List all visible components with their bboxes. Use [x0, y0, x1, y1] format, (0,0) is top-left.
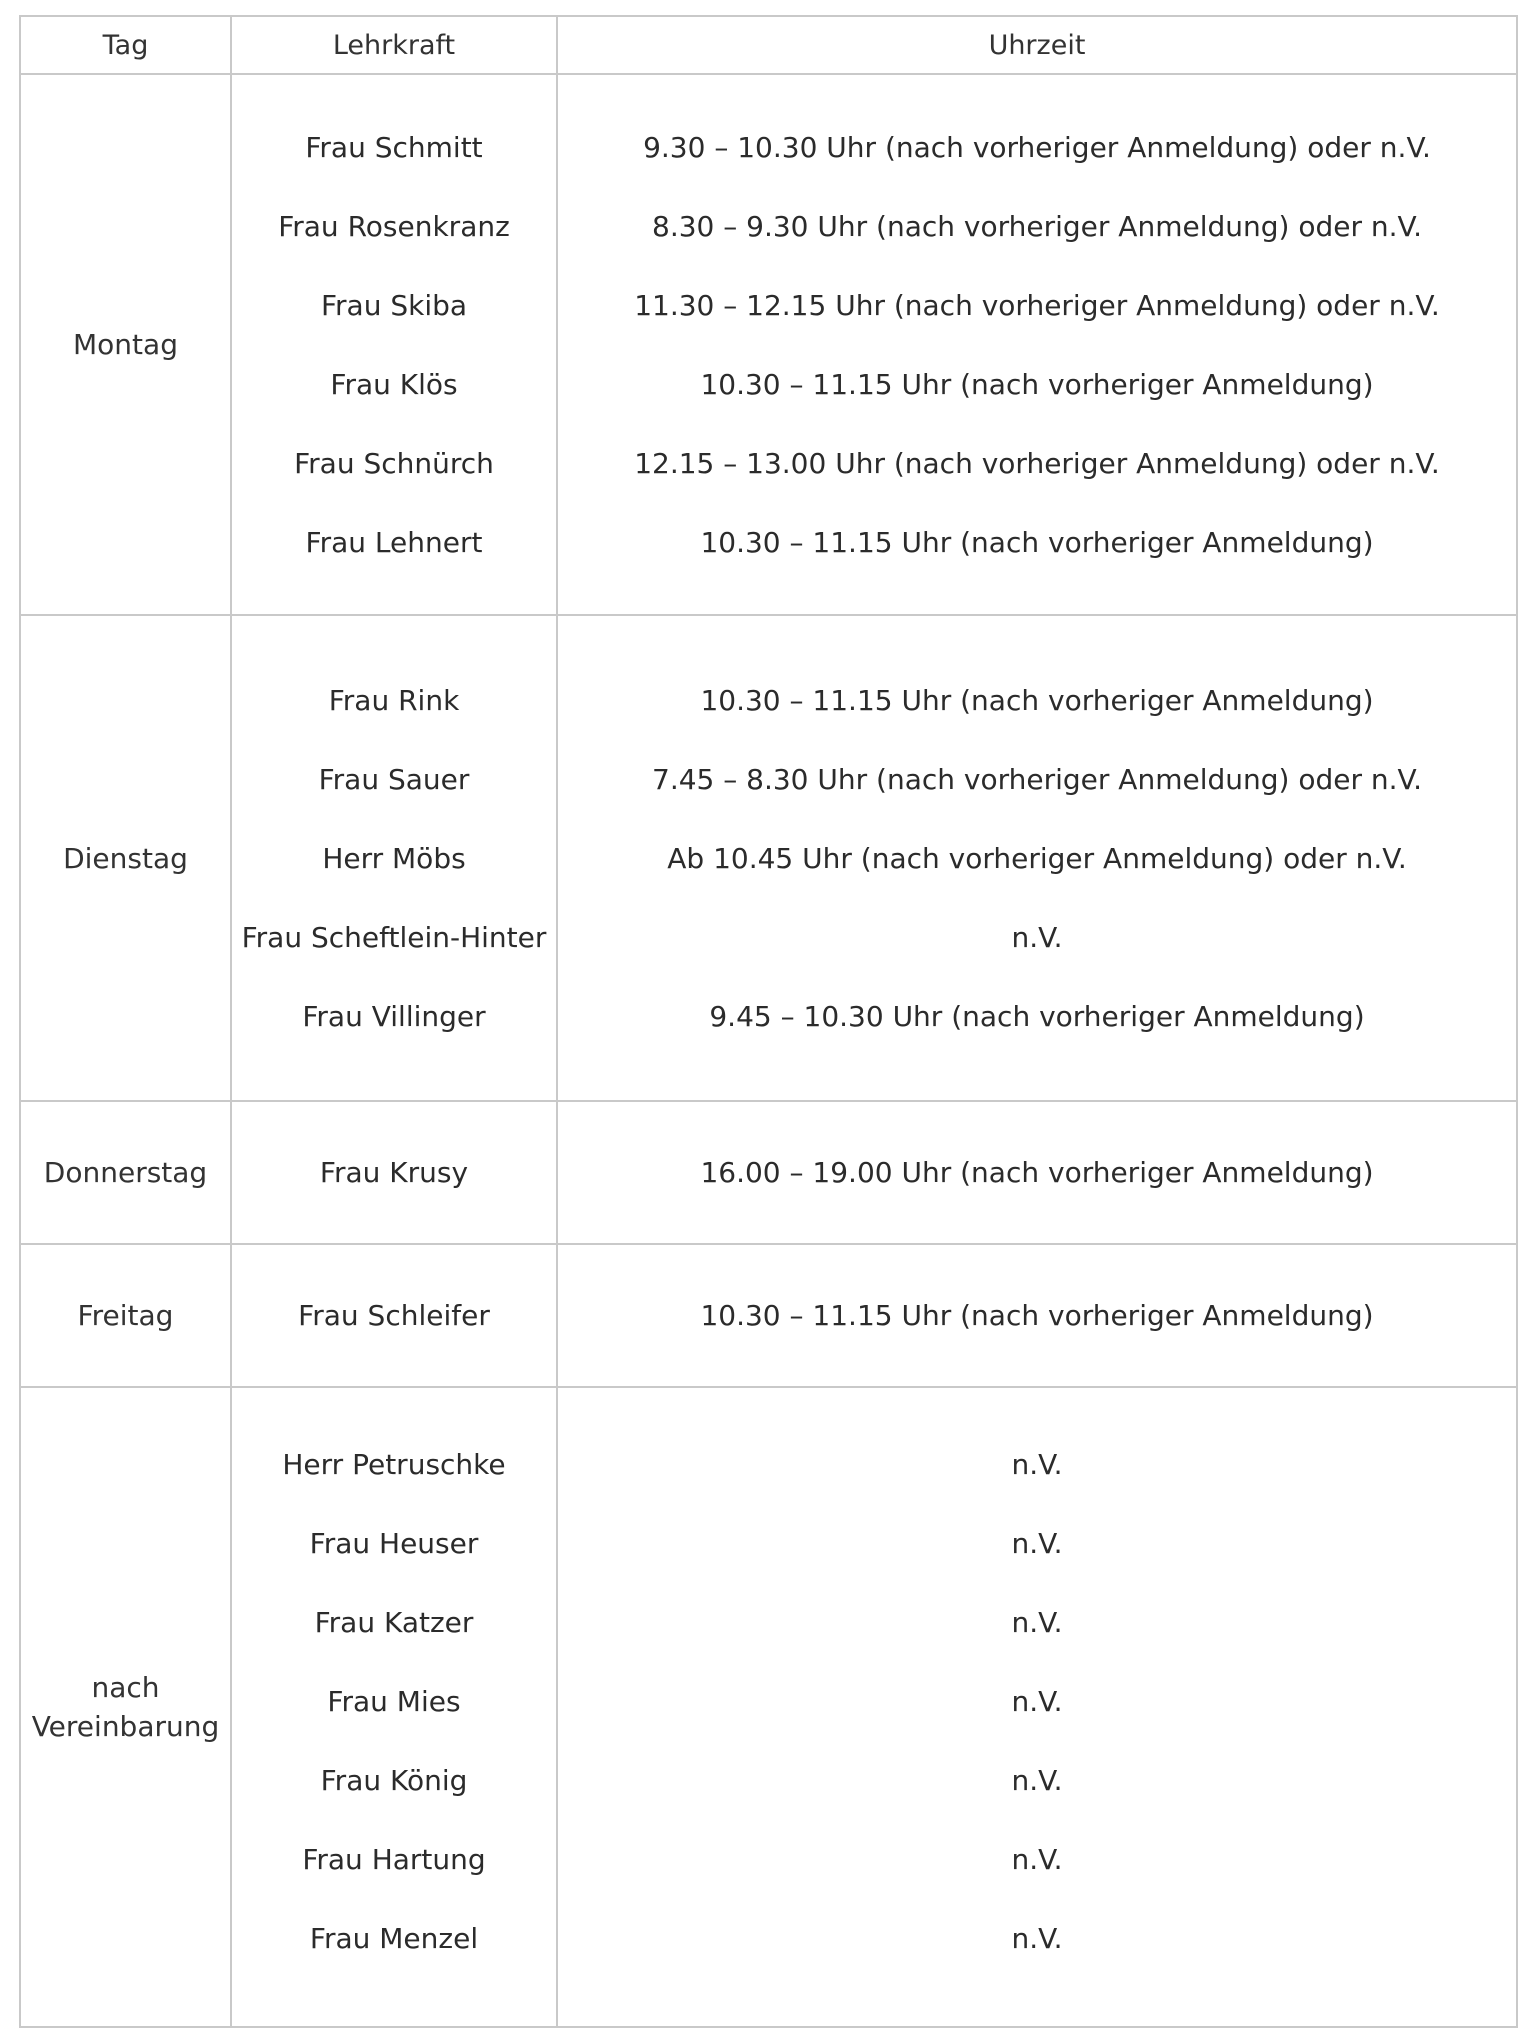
office-hour-time: n.V. — [1011, 1921, 1063, 1955]
office-hour-time: n.V. — [1011, 1763, 1063, 1797]
office-hour-time: 7.45 – 8.30 Uhr (nach vorheriger Anmeldung) oder n.V. — [652, 762, 1422, 796]
table-row — [20, 1244, 1517, 1387]
teacher-name: Herr Petruschke — [282, 1447, 506, 1481]
office-hour-time: n.V. — [1011, 1526, 1063, 1560]
teacher-name: Frau Schleifer — [298, 1299, 490, 1332]
office-hour-time: 9.45 – 10.30 Uhr (nach vorheriger Anmeldung) — [709, 999, 1365, 1033]
teacher-name: Frau Hartung — [302, 1842, 486, 1876]
teacher-name: Frau Rink — [328, 683, 460, 717]
teacher-name: Frau Sauer — [318, 762, 470, 796]
teacher-name: Frau Mies — [327, 1684, 461, 1718]
time-cell — [557, 615, 1517, 1101]
day-cell-montag: Montag — [20, 74, 231, 615]
teacher-name: Frau Villinger — [302, 999, 486, 1033]
office-hour-time: Ab 10.45 Uhr (nach vorheriger Anmeldung) oder n.V. — [667, 841, 1407, 875]
office-hour-time: 10.30 – 11.15 Uhr (nach vorheriger Anmeldung) — [700, 367, 1374, 401]
teacher-cell — [231, 615, 557, 1101]
teacher-name: Frau Scheftlein-Hinter — [241, 920, 547, 954]
time-cell — [557, 1244, 1517, 1387]
teacher-name: Frau Schmitt — [305, 130, 483, 164]
time-cell — [557, 74, 1517, 615]
teacher-name: Frau Heuser — [309, 1526, 479, 1560]
teacher-cell — [231, 74, 557, 615]
teacher-name: Frau König — [320, 1763, 468, 1797]
office-hour-time: n.V. — [1011, 1605, 1063, 1639]
teacher-name: Frau Klös — [330, 367, 458, 401]
teacher-name: Frau Lehnert — [305, 525, 483, 559]
teacher-name: Frau Schnürch — [294, 446, 494, 480]
teacher-cell — [231, 1101, 557, 1244]
office-hour-time: 10.30 – 11.15 Uhr (nach vorheriger Anmeldung) — [700, 683, 1374, 717]
teacher-name: Frau Krusy — [319, 1156, 469, 1189]
teacher-name: Frau Rosenkranz — [278, 209, 510, 243]
day-cell-dienstag: Dienstag — [20, 615, 231, 1101]
teacher-name: Frau Katzer — [314, 1605, 474, 1639]
teacher-name: Frau Skiba — [320, 288, 468, 322]
table-row — [20, 1387, 1517, 2027]
teacher-name: Herr Möbs — [322, 841, 466, 875]
day-label-line: nach — [91, 1671, 160, 1704]
office-hour-time: n.V. — [1011, 1842, 1063, 1876]
office-hour-time: 8.30 – 9.30 Uhr (nach vorheriger Anmeldung) oder n.V. — [652, 209, 1422, 243]
office-hours-table — [19, 15, 1518, 2028]
office-hour-time: n.V. — [1011, 1684, 1063, 1718]
time-cell — [557, 1387, 1517, 2027]
table-row — [20, 1101, 1517, 1244]
table-row — [20, 615, 1517, 1101]
office-hour-time: 11.30 – 12.15 Uhr (nach vorheriger Anmeldung) oder n.V. — [634, 288, 1440, 322]
office-hour-time: 10.30 – 11.15 Uhr (nach vorheriger Anmeldung) — [700, 525, 1374, 559]
office-hour-time: n.V. — [1011, 920, 1063, 954]
day-cell-freitag: Freitag — [20, 1244, 231, 1387]
table-header-row — [20, 16, 1517, 74]
office-hour-time: n.V. — [1011, 1447, 1063, 1481]
office-hour-time: 9.30 – 10.30 Uhr (nach vorheriger Anmeldung) oder n.V. — [643, 130, 1431, 164]
teacher-cell — [231, 1244, 557, 1387]
office-hour-time: 16.00 – 19.00 Uhr (nach vorheriger Anmeldung) — [700, 1156, 1374, 1189]
day-cell-donnerstag: Donnerstag — [20, 1101, 231, 1244]
teacher-cell — [231, 1387, 557, 2027]
table-row — [20, 74, 1517, 615]
day-cell-nach-vereinbarung — [20, 1387, 231, 2027]
header-teacher: Lehrkraft — [231, 16, 557, 74]
office-hour-time: 12.15 – 13.00 Uhr (nach vorheriger Anmeldung) oder n.V. — [634, 446, 1440, 480]
day-label-line: Vereinbarung — [31, 1710, 220, 1743]
header-time: Uhrzeit — [557, 16, 1517, 74]
office-hour-time: 10.30 – 11.15 Uhr (nach vorheriger Anmeldung) — [700, 1299, 1374, 1332]
header-day: Tag — [20, 16, 231, 74]
time-cell — [557, 1101, 1517, 1244]
teacher-name: Frau Menzel — [309, 1921, 479, 1955]
